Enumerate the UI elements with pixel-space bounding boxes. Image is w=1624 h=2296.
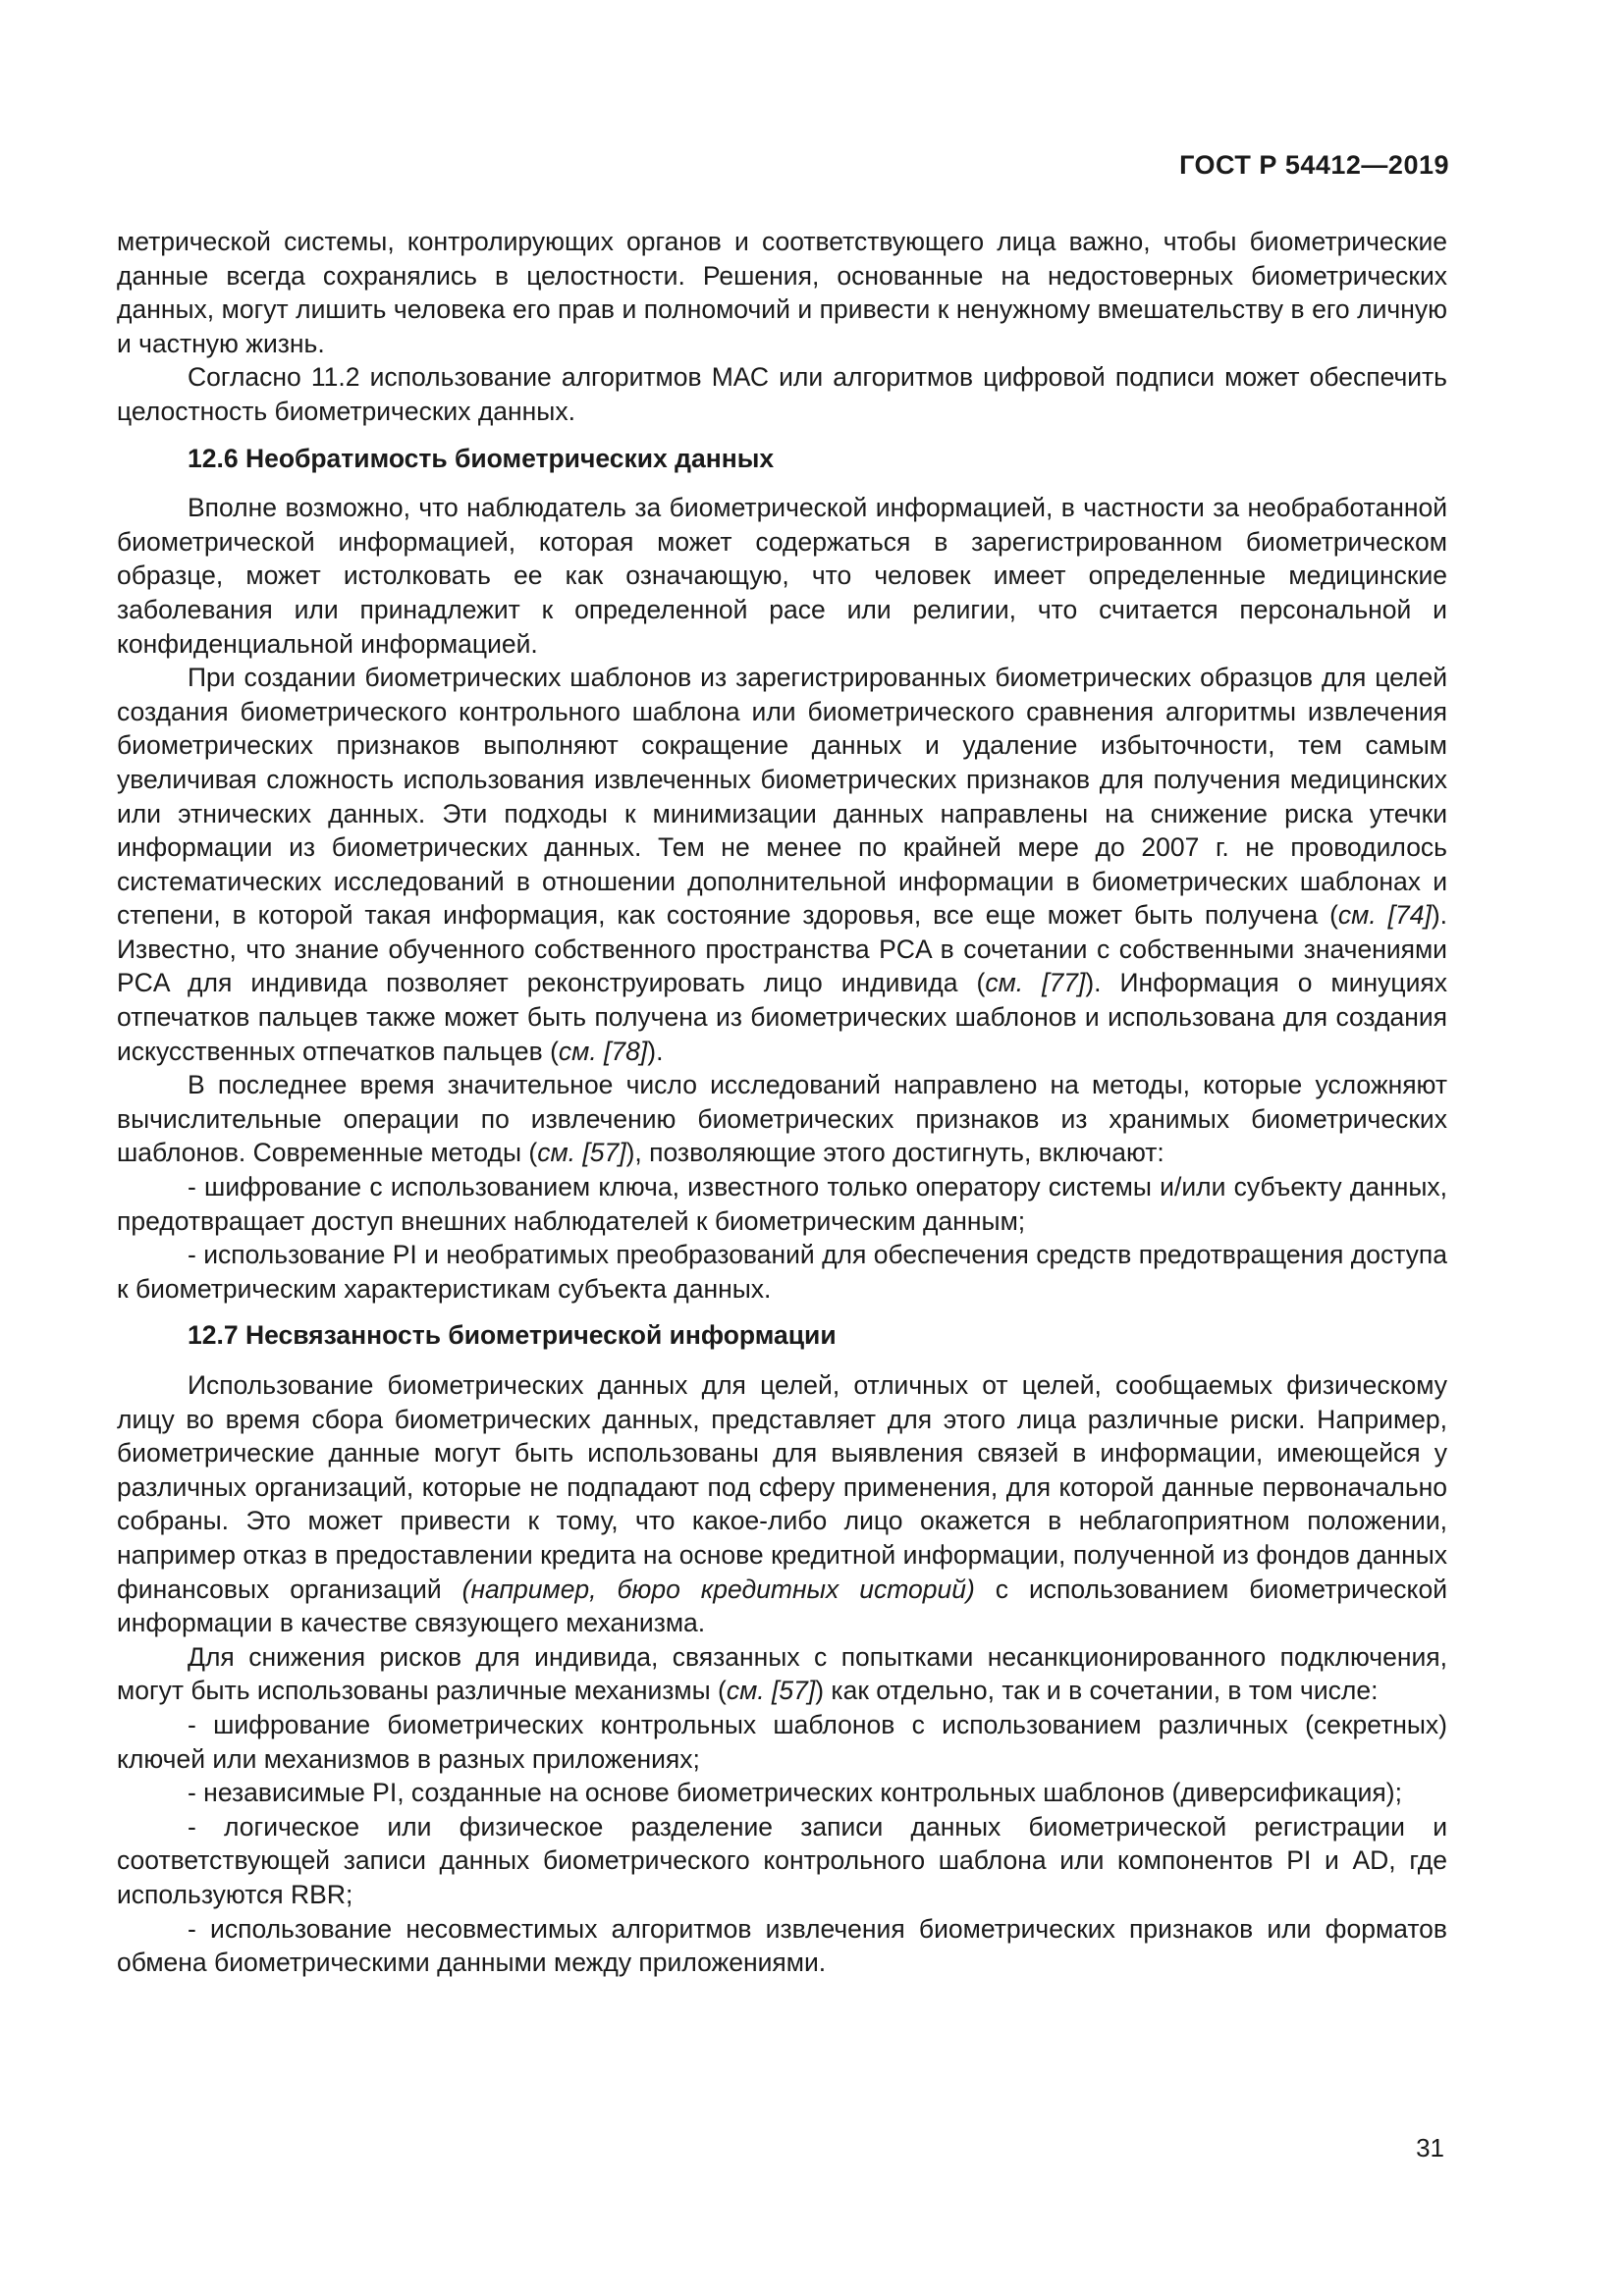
reference-78: см. [78] [558, 1036, 648, 1066]
list-item-separation: - логическое или физическое разделение записи данных биометрической регистрации и соответствующей записи данных биометрического контрольного шаблона или компонентов PI и AD, где используются RBR; [117, 1811, 1447, 1909]
reference-57: см. [57] [726, 1676, 816, 1706]
list-item-incompatible-algorithms: - использование несовместимых алгоритмов извлечения биометрических признаков или форматов обмена биометрическими данными между приложениями. [117, 1913, 1447, 1978]
credit-bureau-example: (например, бюро кредитных историй) [461, 1574, 975, 1604]
reference-57: см. [57] [537, 1138, 626, 1168]
reference-77: см. [77] [985, 968, 1086, 998]
reference-74: см. [74] [1337, 900, 1432, 931]
paragraph-mac-integrity: Согласно 11.2 использование алгоритмов МАС или алгоритмов цифровой подписи может обеспечить целостность биометрических данных. [117, 362, 1447, 426]
list-item-template-encryption: - шифрование биометрических контрольных шаблонов с использованием различных (секретных) ключей или механизмов в разных приложениях; [117, 1709, 1447, 1774]
section-heading-12-7: 12.7 Несвязанность биометрической информации [188, 1320, 837, 1351]
document-header: ГОСТ Р 54412—2019 [1179, 150, 1449, 180]
paragraph-other-purposes: Использование биометрических данных для целей, отличных от целей, сообщаемых физическому лицу во время сбора биометрических данных, представляет для этого лица различные риски. Например, биометрические данные могут быть использованы для выявления связей в информации, имеющейся у различных организаций, которые не подпадают под сферу применения, для которой данные первоначально собраны. Это может привести к тому, что какое-либо лицо окажется в неблагоприятном положении, например отказ в предоставлении кредита на основе кредитной информации, полученной из фондов данных финансовых организаций (например, бюро кредитных историй) с использованием биометрической информации в качестве связующего механизма. [117, 1370, 1447, 1638]
page-number: 31 [1416, 2133, 1444, 2163]
paragraph-recent-research: В последнее время значительное число исследований направлено на методы, которые усложняют вычислительные операции по извлечению биометрических признаков из хранимых биометрических шаблонов. Современные методы (см. [57]), позволяющие этого достигнуть, включают: [117, 1070, 1447, 1168]
list-item-independent-pi: - независимые PI, созданные на основе биометрических контрольных шаблонов (диверсификация); [188, 1778, 1402, 1808]
paragraph-continuation: метрической системы, контролирующих органов и соответствующего лица важно, чтобы биометрические данные всегда сохранялись в целостности. Решения, основанные на недостоверных биометрических данных, могут лишить человека его прав и полномочий и привести к ненужному вмешательству в его личную и частную жизнь. [117, 227, 1447, 358]
paragraph-observer: Вполне возможно, что наблюдатель за биометрической информацией, в частности за необработанной биометрической информацией, которая может содержаться в зарегистрированном биометрическом образце, может истолковать ее как означающую, что человек имеет определенные медицинские заболевания или принадлежит к определенной расе или религии, что считается персональной и конфиденциальной информацией. [117, 493, 1447, 659]
section-heading-12-6: 12.6 Необратимость биометрических данных [188, 443, 775, 473]
paragraph-risk-reduction: Для снижения рисков для индивида, связанных с попытками несанкционированного подключения, могут быть использованы различные механизмы (см. [57]) как отдельно, так и в сочетании, в том числе: [117, 1641, 1447, 1706]
list-item-pi-usage: - использование PI и необратимых преобразований для обеспечения средств предотвращения доступа к биометрическим характеристикам субъекта данных. [117, 1240, 1447, 1304]
paragraph-template-creation: При создании биометрических шаблонов из зарегистрированных биометрических образцов для целей создания биометрического контрольного шаблона или биометрического сравнения алгоритмы извлечения биометрических признаков выполняют сокращение данных и удаление избыточности, тем самым увеличивая сложность использования извлеченных биометрических признаков для получения медицинских или этнических данных. Эти подходы к минимизации данных направлены на снижение риска утечки информации из биометрических данных. Тем не менее по крайней мере до 2007 г. не проводилось систематических исследований в отношении дополнительной информации в биометрических шаблонах и степени, в которой такая информация, как состояние здоровья, все еще может быть получена (см. [74]). Известно, что знание обученного собственного пространства PCA в сочетании с собственными значениями PCA для индивида позволяет реконструировать лицо индивида (см. [77]). Информация о минуциях отпечатков пальцев также может быть получена из биометрических шаблонов и использована для создания искусственных отпечатков пальцев (см. [78]). [117, 663, 1448, 1066]
body-text [117, 225, 1447, 1980]
list-item-encryption: - шифрование с использованием ключа, известного только оператору системы и/или субъекту данных, предотвращает доступ внешних наблюдателей к биометрическим данным; [117, 1172, 1447, 1236]
